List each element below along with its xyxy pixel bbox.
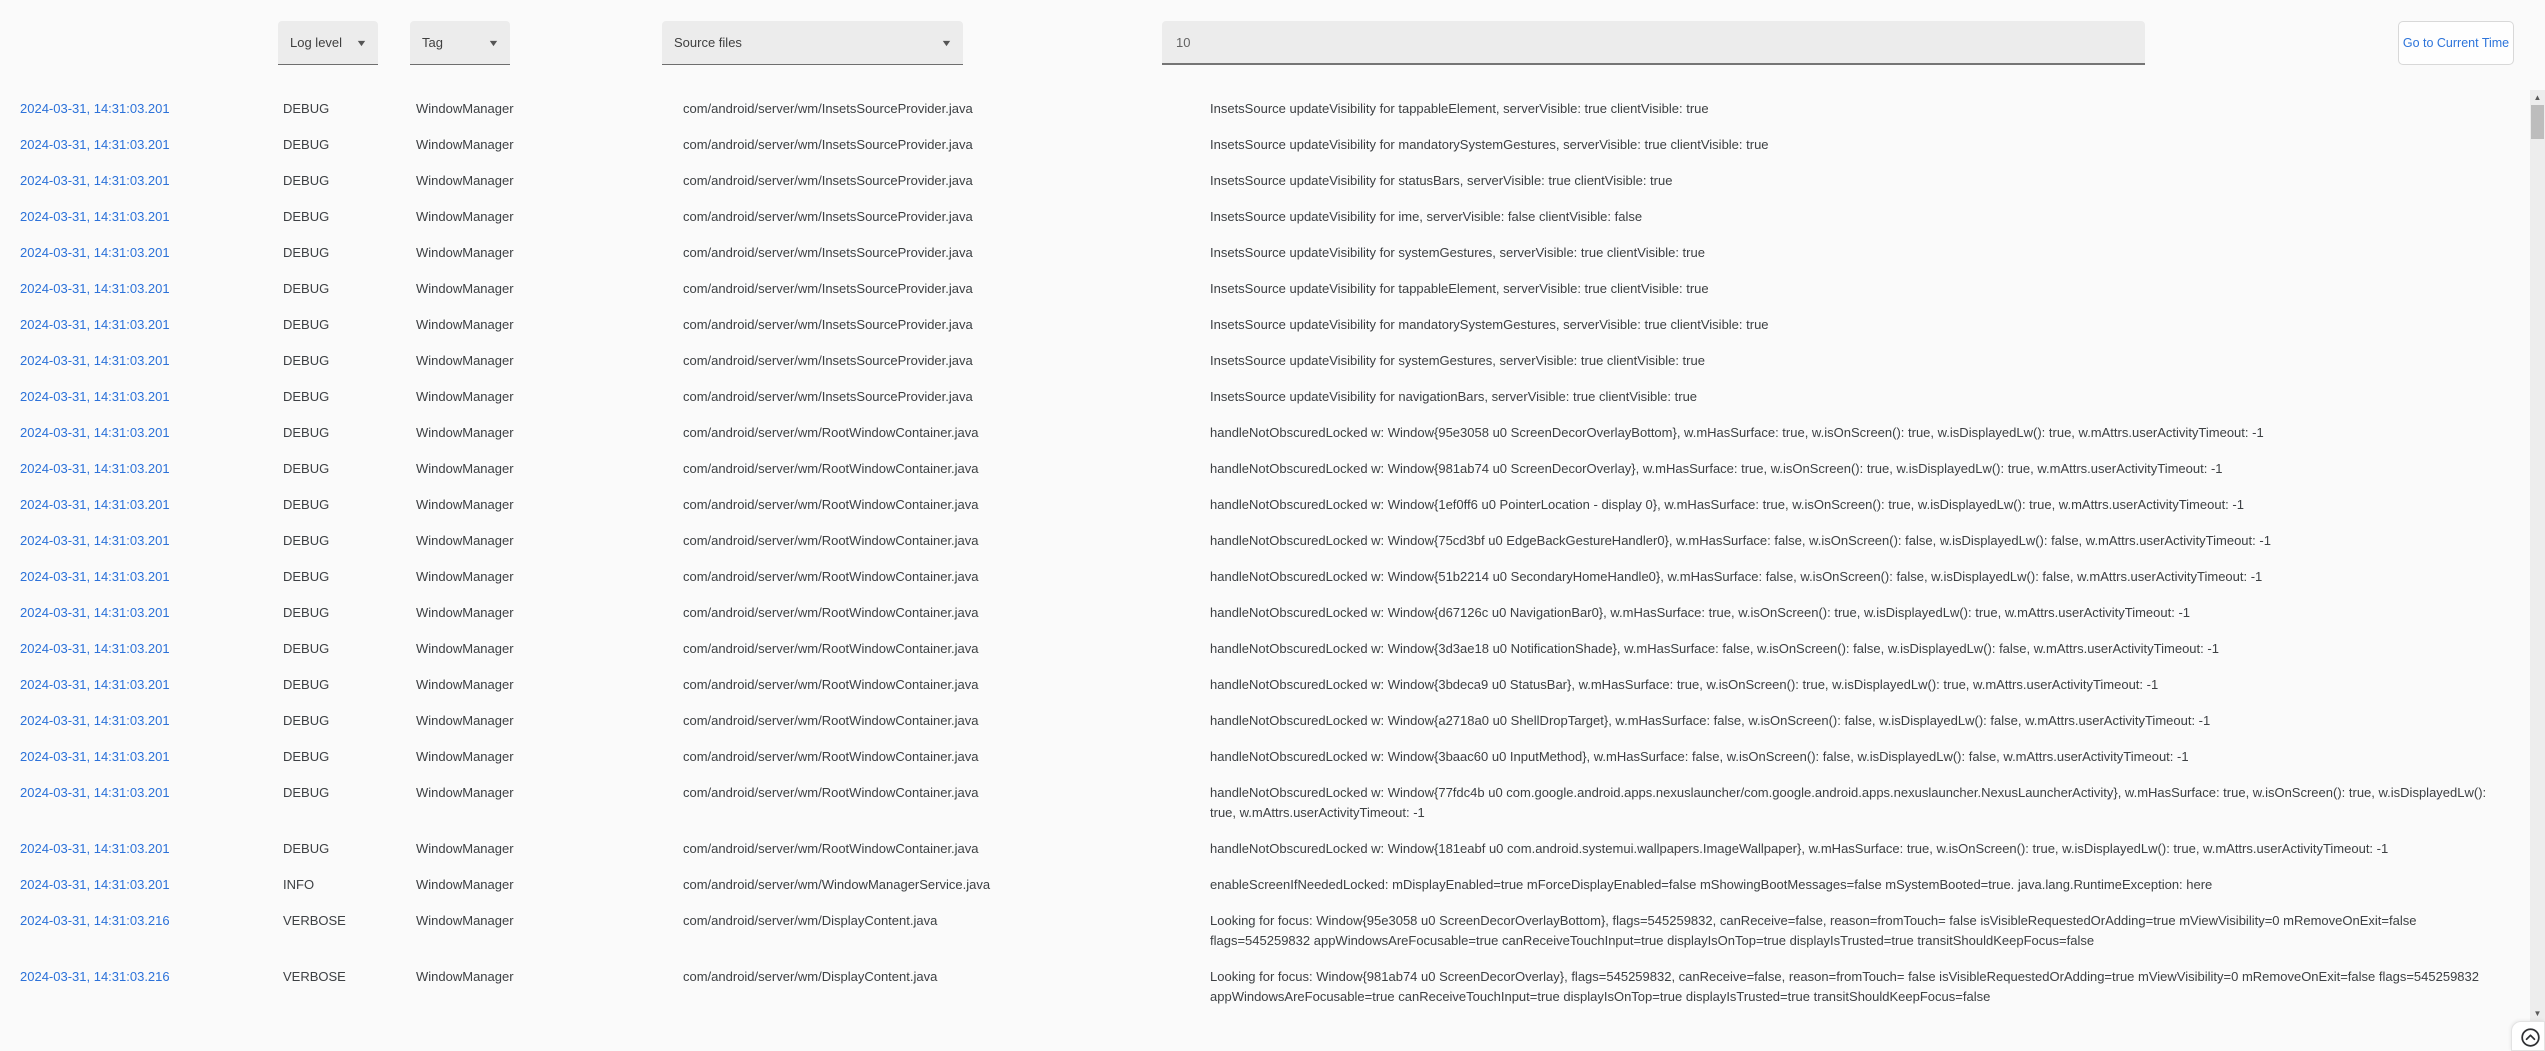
log-source-file-cell: com/android/server/wm/RootWindowContainer.java (683, 461, 979, 476)
log-source-file-cell: com/android/server/wm/RootWindowContainer.java (683, 841, 979, 856)
log-source-file-cell: com/android/server/wm/InsetsSourceProvider.java (683, 281, 973, 296)
log-level-cell: DEBUG (283, 641, 330, 656)
log-message-cell: InsetsSource updateVisibility for mandatorySystemGestures, serverVisible: true clientVisible: true (1210, 317, 1769, 332)
log-level-cell: DEBUG (283, 605, 330, 620)
log-source-file-cell: com/android/server/wm/InsetsSourceProvider.java (683, 137, 973, 152)
table-row (0, 703, 2530, 739)
log-timestamp-link[interactable]: 2024-03-31, 14:31:03.201 (20, 605, 170, 620)
table-row (0, 739, 2530, 775)
log-timestamp-link[interactable]: 2024-03-31, 14:31:03.201 (20, 877, 170, 892)
log-source-file-cell: com/android/server/wm/DisplayContent.java (683, 969, 938, 984)
log-message-cell: InsetsSource updateVisibility for mandatorySystemGestures, serverVisible: true clientVisible: true (1210, 137, 1769, 152)
log-level-cell: DEBUG (283, 101, 330, 116)
log-source-file-cell: com/android/server/wm/RootWindowContainer.java (683, 533, 979, 548)
scrollbar-thumb[interactable] (2531, 105, 2544, 139)
chevron-down-icon: ▼ (940, 37, 953, 48)
table-row (0, 903, 2530, 959)
table-row (0, 523, 2530, 559)
log-timestamp-link[interactable]: 2024-03-31, 14:31:03.201 (20, 641, 170, 656)
log-source-file-cell: com/android/server/wm/RootWindowContainer.java (683, 569, 979, 584)
log-source-file-cell: com/android/server/wm/InsetsSourceProvider.java (683, 245, 973, 260)
log-timestamp-link[interactable]: 2024-03-31, 14:31:03.201 (20, 245, 170, 260)
log-level-cell: DEBUG (283, 389, 330, 404)
log-level-cell: DEBUG (283, 461, 330, 476)
log-tag-cell: WindowManager (416, 969, 514, 984)
log-message-cell: handleNotObscuredLocked w: Window{3bdeca9 u0 StatusBar}, w.mHasSurface: true, w.isOnScreen(): true, w.isDisplayedLw(): true, w.mAttrs.userActivityTimeout: -1 (1210, 677, 2159, 692)
table-row (0, 379, 2530, 415)
chevron-down-icon: ▼ (487, 37, 500, 48)
log-level-cell: DEBUG (283, 245, 330, 260)
table-row (0, 91, 2530, 127)
log-message-cell: handleNotObscuredLocked w: Window{51b2214 u0 SecondaryHomeHandle0}, w.mHasSurface: false, w.isOnScreen(): false, w.isDisplayedLw(): false, w.mAttrs.userActivityTimeout: -1 (1210, 569, 2263, 584)
log-timestamp-link[interactable]: 2024-03-31, 14:31:03.201 (20, 317, 170, 332)
log-source-file-cell: com/android/server/wm/RootWindowContainer.java (683, 677, 979, 692)
log-tag-cell: WindowManager (416, 841, 514, 856)
log-timestamp-link[interactable]: 2024-03-31, 14:31:03.201 (20, 137, 170, 152)
log-tag-cell: WindowManager (416, 569, 514, 584)
table-row (0, 343, 2530, 379)
log-tag-cell: WindowManager (416, 785, 514, 800)
log-timestamp-link[interactable]: 2024-03-31, 14:31:03.201 (20, 533, 170, 548)
log-level-cell: DEBUG (283, 137, 330, 152)
log-timestamp-link[interactable]: 2024-03-31, 14:31:03.201 (20, 101, 170, 116)
log-timestamp-link[interactable]: 2024-03-31, 14:31:03.201 (20, 173, 170, 188)
log-level-cell: DEBUG (283, 785, 330, 800)
log-source-file-cell: com/android/server/wm/RootWindowContainer.java (683, 605, 979, 620)
log-timestamp-link[interactable]: 2024-03-31, 14:31:03.216 (20, 969, 170, 984)
log-timestamp-link[interactable]: 2024-03-31, 14:31:03.201 (20, 497, 170, 512)
log-tag-cell: WindowManager (416, 173, 514, 188)
log-timestamp-link[interactable]: 2024-03-31, 14:31:03.201 (20, 677, 170, 692)
log-timestamp-link[interactable]: 2024-03-31, 14:31:03.201 (20, 713, 170, 728)
log-table (0, 91, 2530, 1051)
log-source-file-cell: com/android/server/wm/InsetsSourceProvider.java (683, 209, 973, 224)
log-message-cell: handleNotObscuredLocked w: Window{75cd3bf u0 EdgeBackGestureHandler0}, w.mHasSurface: false, w.isOnScreen(): false, w.isDisplayedLw(): false, w.mAttrs.userActivityTimeout: -1 (1210, 533, 2271, 548)
chevron-down-icon: ▼ (355, 37, 368, 48)
log-tag-cell: WindowManager (416, 497, 514, 512)
log-source-file-cell: com/android/server/wm/RootWindowContainer.java (683, 497, 979, 512)
log-tag-cell: WindowManager (416, 281, 514, 296)
log-source-file-cell: com/android/server/wm/RootWindowContainer.java (683, 425, 979, 440)
log-level-select[interactable] (278, 21, 378, 65)
table-row (0, 451, 2530, 487)
log-message-cell: handleNotObscuredLocked w: Window{77fdc4b u0 com.google.android.apps.nexuslauncher/com.google.android.apps.nexuslauncher.NexusLauncherActivity}, w.mHasSurface: true, w.isOnScreen(): true, w.isDisplayedLw(): true, w.mAttrs.userActivityTimeout: -1 (1210, 785, 2487, 820)
log-tag-cell: WindowManager (416, 641, 514, 656)
log-tag-cell: WindowManager (416, 317, 514, 332)
log-source-file-cell: com/android/server/wm/RootWindowContainer.java (683, 641, 979, 656)
circle-chevron-up-icon (2520, 1027, 2541, 1048)
log-level-cell: DEBUG (283, 841, 330, 856)
log-level-cell: VERBOSE (283, 913, 346, 928)
scrollbar-up-arrow-icon[interactable]: ▲ (2533, 93, 2542, 102)
source-files-select-label: Source files (674, 35, 742, 50)
log-source-file-cell: com/android/server/wm/InsetsSourceProvider.java (683, 389, 973, 404)
log-timestamp-link[interactable]: 2024-03-31, 14:31:03.201 (20, 425, 170, 440)
log-message-cell: InsetsSource updateVisibility for navigationBars, serverVisible: true clientVisible: true (1210, 389, 1698, 404)
table-row (0, 235, 2530, 271)
log-level-cell: DEBUG (283, 425, 330, 440)
log-source-file-cell: com/android/server/wm/WindowManagerService.java (683, 877, 991, 892)
log-timestamp-link[interactable]: 2024-03-31, 14:31:03.201 (20, 209, 170, 224)
log-level-cell: DEBUG (283, 569, 330, 584)
log-message-cell: handleNotObscuredLocked w: Window{1ef0ff6 u0 PointerLocation - display 0}, w.mHasSurface: true, w.isOnScreen(): true, w.isDisplayedLw(): true, w.mAttrs.userActivityTimeout: -1 (1210, 497, 2244, 512)
log-message-cell: InsetsSource updateVisibility for statusBars, serverVisible: true clientVisible: true (1210, 173, 1673, 188)
log-message-cell: handleNotObscuredLocked w: Window{95e3058 u0 ScreenDecorOverlayBottom}, w.mHasSurface: true, w.isOnScreen(): true, w.isDisplayedLw(): true, w.mAttrs.userActivityTimeout: -1 (1210, 425, 2264, 440)
go-to-current-time-button[interactable]: Go to Current Time (2398, 21, 2514, 65)
log-level-cell: VERBOSE (283, 969, 346, 984)
log-level-cell: INFO (283, 877, 315, 892)
log-tag-cell: WindowManager (416, 425, 514, 440)
scrollbar-down-arrow-icon[interactable]: ▼ (2533, 1009, 2542, 1018)
vertical-scrollbar[interactable] (2530, 90, 2545, 1021)
log-message-cell: handleNotObscuredLocked w: Window{3d3ae18 u0 NotificationShade}, w.mHasSurface: false, w.isOnScreen(): false, w.isDisplayedLw(): false, w.mAttrs.userActivityTimeout: -1 (1210, 641, 2219, 656)
log-message-cell: handleNotObscuredLocked w: Window{3baac60 u0 InputMethod}, w.mHasSurface: false, w.isOnScreen(): false, w.isDisplayedLw(): false, w.mAttrs.userActivityTimeout: -1 (1210, 749, 2189, 764)
log-tag-cell: WindowManager (416, 209, 514, 224)
table-row (0, 831, 2530, 867)
log-message-cell: InsetsSource updateVisibility for systemGestures, serverVisible: true clientVisible: true (1210, 245, 1705, 260)
log-level-select-label: Log level (290, 35, 343, 50)
log-source-file-cell: com/android/server/wm/RootWindowContainer.java (683, 713, 979, 728)
log-message-cell: InsetsSource updateVisibility for tappableElement, serverVisible: true clientVisible: true (1210, 101, 1709, 116)
table-row (0, 163, 2530, 199)
log-tag-cell: WindowManager (416, 713, 514, 728)
log-timestamp-link[interactable]: 2024-03-31, 14:31:03.201 (20, 569, 170, 584)
log-level-cell: DEBUG (283, 497, 330, 512)
log-message-cell: handleNotObscuredLocked w: Window{d67126c u0 NavigationBar0}, w.mHasSurface: true, w.isOnScreen(): true, w.isDisplayedLw(): true, w.mAttrs.userActivityTimeout: -1 (1210, 605, 2191, 620)
table-row (0, 199, 2530, 235)
log-source-file-cell: com/android/server/wm/RootWindowContainer.java (683, 749, 979, 764)
log-timestamp-link[interactable]: 2024-03-31, 14:31:03.201 (20, 353, 170, 368)
table-row (0, 559, 2530, 595)
log-timestamp-link[interactable]: 2024-03-31, 14:31:03.201 (20, 785, 170, 800)
log-timestamp-link[interactable]: 2024-03-31, 14:31:03.201 (20, 841, 170, 856)
log-message-cell: Looking for focus: Window{95e3058 u0 ScreenDecorOverlayBottom}, flags=545259832, canReceive=false, reason=fromTouch= false isVisibleRequestedOrAdding=true mViewVisibility=0 mRemoveOnExit=false flags=545259832 appWindowsAreFocusable=true canReceiveTouchInput=true displayIsOnTop=true displayIsTrusted=true transitShouldKeepFocus=false (1210, 913, 2417, 948)
table-row (0, 959, 2530, 1015)
table-row (0, 631, 2530, 667)
table-row (0, 595, 2530, 631)
log-message-cell: InsetsSource updateVisibility for ime, serverVisible: false clientVisible: false (1210, 209, 1643, 224)
log-tag-cell: WindowManager (416, 533, 514, 548)
log-timestamp-link[interactable]: 2024-03-31, 14:31:03.201 (20, 281, 170, 296)
log-tag-cell: WindowManager (416, 461, 514, 476)
log-timestamp-link[interactable]: 2024-03-31, 14:31:03.201 (20, 461, 170, 476)
scroll-to-top-button[interactable] (2511, 1021, 2545, 1051)
log-level-cell: DEBUG (283, 317, 330, 332)
limit-input[interactable] (1162, 21, 2145, 65)
log-source-file-cell: com/android/server/wm/InsetsSourceProvider.java (683, 317, 973, 332)
log-message-cell: InsetsSource updateVisibility for tappableElement, serverVisible: true clientVisible: true (1210, 281, 1709, 296)
log-message-cell: enableScreenIfNeededLocked: mDisplayEnabled=true mForceDisplayEnabled=false mShowingBootMessages=false mSystemBooted=true. java.lang.RuntimeException: here (1210, 877, 2213, 892)
log-message-cell: handleNotObscuredLocked w: Window{a2718a0 u0 ShellDropTarget}, w.mHasSurface: false, w.isOnScreen(): false, w.isDisplayedLw(): false, w.mAttrs.userActivityTimeout: -1 (1210, 713, 2211, 728)
log-source-file-cell: com/android/server/wm/InsetsSourceProvider.java (683, 173, 973, 188)
log-level-cell: DEBUG (283, 173, 330, 188)
table-row (0, 667, 2530, 703)
log-level-cell: DEBUG (283, 281, 330, 296)
log-tag-cell: WindowManager (416, 605, 514, 620)
log-tag-cell: WindowManager (416, 877, 514, 892)
log-tag-cell: WindowManager (416, 913, 514, 928)
log-source-file-cell: com/android/server/wm/RootWindowContainer.java (683, 785, 979, 800)
log-tag-cell: WindowManager (416, 137, 514, 152)
table-row (0, 307, 2530, 343)
log-tag-cell: WindowManager (416, 749, 514, 764)
log-tag-cell: WindowManager (416, 245, 514, 260)
log-level-cell: DEBUG (283, 677, 330, 692)
table-row (0, 487, 2530, 523)
table-row (0, 775, 2530, 831)
log-tag-cell: WindowManager (416, 101, 514, 116)
log-source-file-cell: com/android/server/wm/InsetsSourceProvider.java (683, 353, 973, 368)
log-message-cell: Looking for focus: Window{981ab74 u0 ScreenDecorOverlay}, flags=545259832, canReceive=false, reason=fromTouch= false isVisibleRequestedOrAdding=true mViewVisibility=0 mRemoveOnExit=false flags=545259832 appWindowsAreFocusable=true canReceiveTouchInput=true displayIsOnTop=true displayIsTrusted=true transitShouldKeepFocus=false (1210, 969, 2479, 1004)
log-timestamp-link[interactable]: 2024-03-31, 14:31:03.216 (20, 913, 170, 928)
table-row (0, 415, 2530, 451)
log-tag-cell: WindowManager (416, 677, 514, 692)
log-timestamp-link[interactable]: 2024-03-31, 14:31:03.201 (20, 389, 170, 404)
table-row (0, 271, 2530, 307)
table-row (0, 127, 2530, 163)
log-message-cell: InsetsSource updateVisibility for systemGestures, serverVisible: true clientVisible: true (1210, 353, 1705, 368)
log-tag-cell: WindowManager (416, 389, 514, 404)
log-tag-cell: WindowManager (416, 353, 514, 368)
log-level-cell: DEBUG (283, 749, 330, 764)
log-message-cell: handleNotObscuredLocked w: Window{981ab74 u0 ScreenDecorOverlay}, w.mHasSurface: true, w.isOnScreen(): true, w.isDisplayedLw(): true, w.mAttrs.userActivityTimeout: -1 (1210, 461, 2223, 476)
tag-select-label: Tag (422, 35, 443, 50)
source-files-select[interactable] (662, 21, 963, 65)
table-row (0, 867, 2530, 903)
log-level-cell: DEBUG (283, 209, 330, 224)
log-message-cell: handleNotObscuredLocked w: Window{181eabf u0 com.android.systemui.wallpapers.ImageWallpaper}, w.mHasSurface: true, w.isOnScreen(): true, w.isDisplayedLw(): true, w.mAttrs.userActivityTimeout: -1 (1210, 841, 2389, 856)
log-level-cell: DEBUG (283, 713, 330, 728)
log-level-cell: DEBUG (283, 533, 330, 548)
log-timestamp-link[interactable]: 2024-03-31, 14:31:03.201 (20, 749, 170, 764)
tag-select[interactable] (410, 21, 510, 65)
log-source-file-cell: com/android/server/wm/InsetsSourceProvider.java (683, 101, 973, 116)
log-source-file-cell: com/android/server/wm/DisplayContent.java (683, 913, 938, 928)
log-level-cell: DEBUG (283, 353, 330, 368)
